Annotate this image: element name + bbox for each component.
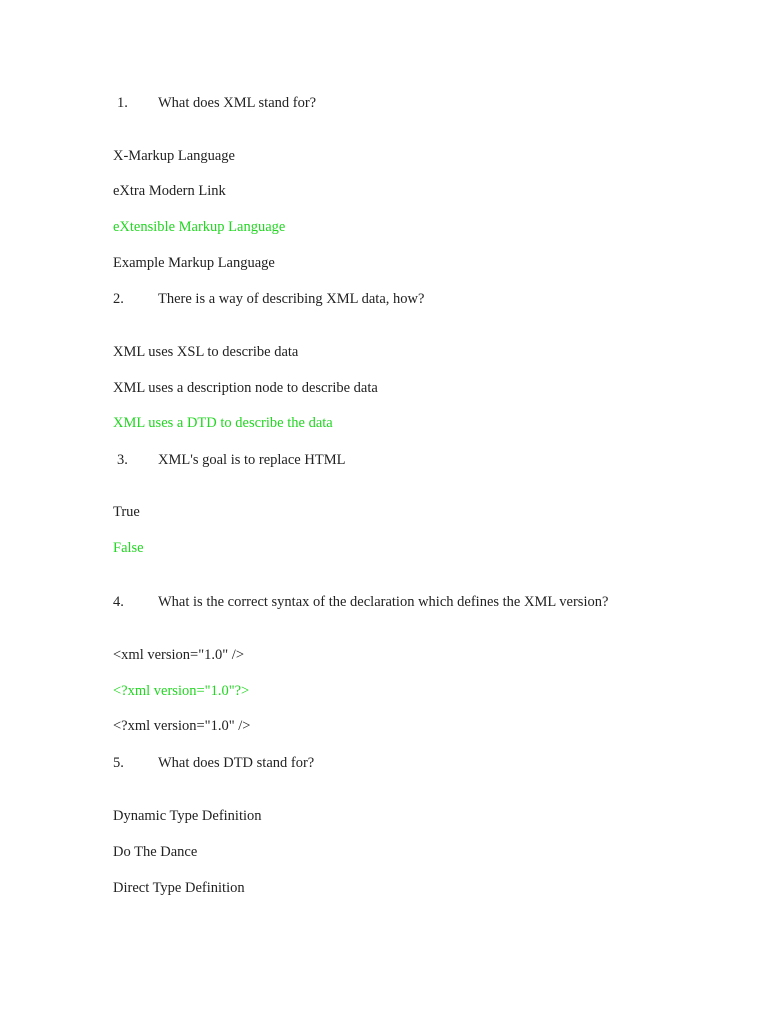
question-number: 3. [117,452,128,468]
question-text: What is the correct syntax of the declaration which defines the XML version? [158,594,609,610]
question-text: There is a way of describing XML data, how? [158,291,425,307]
answer-option-correct: False [113,540,144,556]
answer-option-correct: eXtensible Markup Language [113,219,286,235]
answer-option-correct: XML uses a DTD to describe the data [113,415,333,431]
question-text: XML's goal is to replace HTML [158,452,346,468]
answer-option: XML uses a description node to describe data [113,380,378,396]
answer-option: Direct Type Definition [113,880,245,896]
answer-option: Do The Dance [113,844,198,860]
question-number: 5. [113,755,124,771]
question-number: 1. [117,95,128,111]
question-text: What does DTD stand for? [158,755,315,771]
question-number: 2. [113,291,124,307]
answer-option: <xml version="1.0" /> [113,647,245,663]
answer-option: XML uses XSL to describe data [113,344,299,360]
answer-option: Example Markup Language [113,255,275,271]
question-number: 4. [113,594,124,610]
answer-option: True [113,504,140,520]
question-text: What does XML stand for? [158,95,317,111]
answer-option: X-Markup Language [113,148,235,164]
answer-option: Dynamic Type Definition [113,808,262,824]
answer-option: eXtra Modern Link [113,183,226,199]
answer-option: <?xml version="1.0" /> [113,718,251,734]
answer-option-correct: <?xml version="1.0"?> [113,683,250,699]
